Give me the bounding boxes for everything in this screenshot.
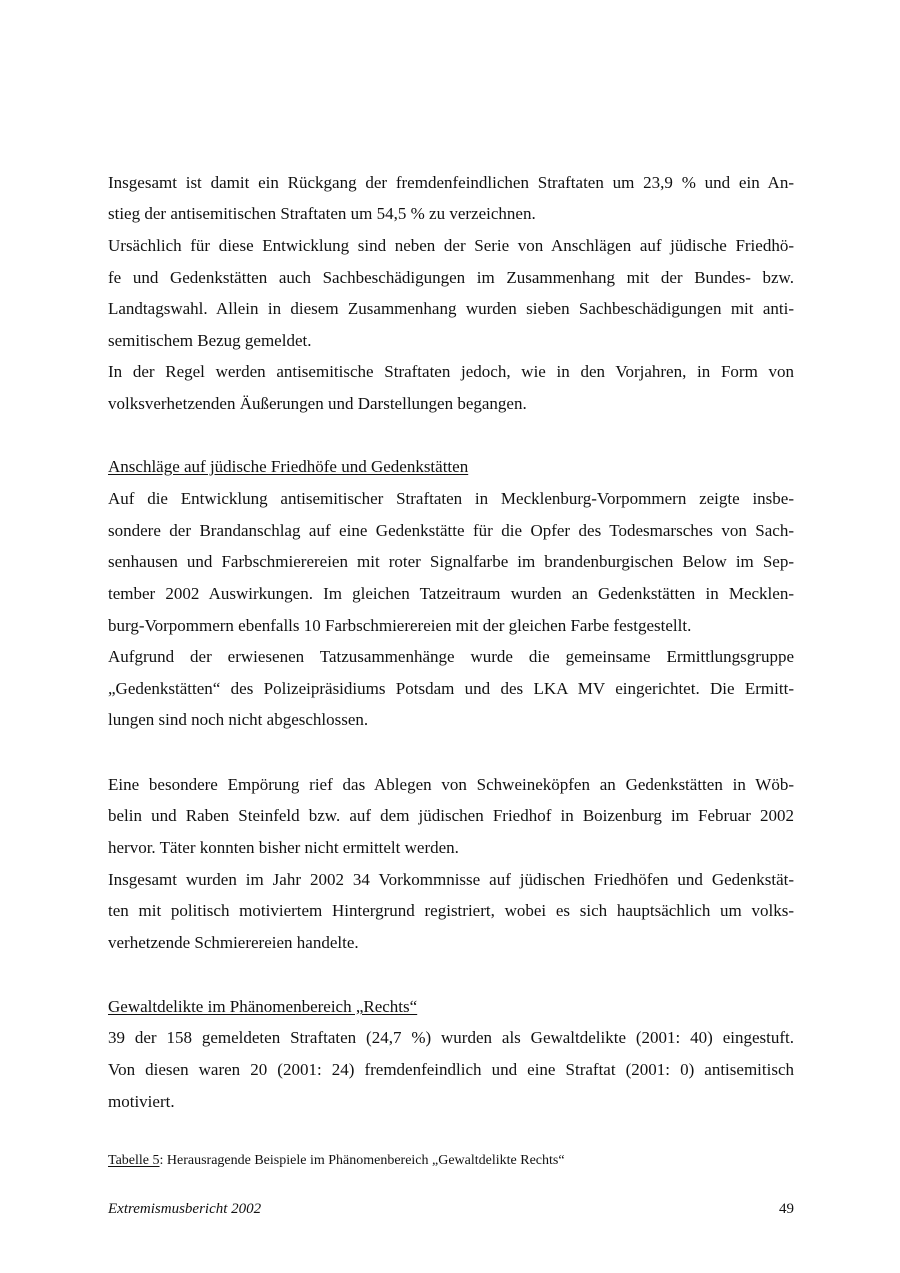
text-line: sondere der Brandanschlag auf eine Gedenkstätte für die Opfer des Todesmarsches von Sach- <box>108 521 794 540</box>
text-line: volksverhetzenden Äußerungen und Darstellungen begangen. <box>108 394 527 413</box>
text-line: motiviert. <box>108 1092 175 1111</box>
text-line: lungen sind noch nicht abgeschlossen. <box>108 710 369 729</box>
text-line: belin und Raben Steinfeld bzw. auf dem jüdischen Friedhof in Boizenburg im Februar 2002 <box>108 806 794 825</box>
text-line: ten mit politisch motiviertem Hintergrund registriert, wobei es sich hauptsächlich um volks- <box>108 901 794 920</box>
text-line: Landtagswahl. Allein in diesem Zusammenhang wurden sieben Sachbeschädigungen mit anti- <box>108 299 794 318</box>
text-line: Ursächlich für diese Entwicklung sind neben der Serie von Anschlägen auf jüdische Friedhö- <box>108 236 794 255</box>
text-line: stieg der antisemitischen Straftaten um 54,5 % zu verzeichnen. <box>108 204 536 223</box>
text-line: tember 2002 Auswirkungen. Im gleichen Tatzeitraum wurden an Gedenkstätten in Mecklen- <box>108 584 794 603</box>
text-line: verhetzende Schmierereien handelte. <box>108 933 359 952</box>
table-caption-text: : Herausragende Beispiele im Phänomenbereich „Gewaltdelikte Rechts“ <box>159 1153 565 1168</box>
text-line: Insgesamt ist damit ein Rückgang der fremdenfeindlichen Straftaten um 23,9 % und ein An- <box>108 173 794 192</box>
text-line: Auf die Entwicklung antisemitischer Straftaten in Mecklenburg-Vorpommern zeigte insbe- <box>108 489 794 508</box>
table-caption-label: Tabelle 5 <box>108 1153 160 1168</box>
text-line: semitischem Bezug gemeldet. <box>108 331 312 350</box>
text-line: Eine besondere Empörung rief das Ablegen von Schweineköpfen an Gedenkstätten in Wöb- <box>108 775 794 794</box>
section-heading: Gewaltdelikte im Phänomenbereich „Rechts“ <box>108 997 418 1016</box>
section-heading: Anschläge auf jüdische Friedhöfe und Gedenkstätten <box>108 457 469 476</box>
table-caption <box>108 1150 794 1172</box>
text-line: hervor. Täter konnten bisher nicht ermittelt werden. <box>108 838 459 857</box>
footer-title: Extremismusbericht 2002 <box>108 1201 262 1217</box>
text-line: In der Regel werden antisemitische Straftaten jedoch, wie in den Vorjahren, in Form von <box>108 362 794 381</box>
text-line: burg-Vorpommern ebenfalls 10 Farbschmierereien mit der gleichen Farbe festgestellt. <box>108 616 692 635</box>
text-line: fe und Gedenkstätten auch Sachbeschädigungen im Zusammenhang mit der Bundes- bzw. <box>108 268 794 287</box>
text-line: Von diesen waren 20 (2001: 24) fremdenfeindlich und eine Straftat (2001: 0) antisemitisch <box>108 1060 794 1079</box>
text-line: Aufgrund der erwiesenen Tatzusammenhänge wurde die gemeinsame Ermittlungsgruppe <box>108 647 794 666</box>
text-line: Insgesamt wurden im Jahr 2002 34 Vorkommnisse auf jüdischen Friedhöfen und Gedenkstät- <box>108 870 794 889</box>
text-line: senhausen und Farbschmierereien mit roter Signalfarbe im brandenburgischen Below im Sep- <box>108 552 794 571</box>
text-line: „Gedenkstätten“ des Polizeipräsidiums Potsdam und des LKA MV eingerichtet. Die Ermitt- <box>108 679 794 698</box>
text-line: 39 der 158 gemeldeten Straftaten (24,7 %) wurden als Gewaltdelikte (2001: 40) eingestuft. <box>108 1028 794 1047</box>
page-number: 49 <box>779 1201 794 1217</box>
